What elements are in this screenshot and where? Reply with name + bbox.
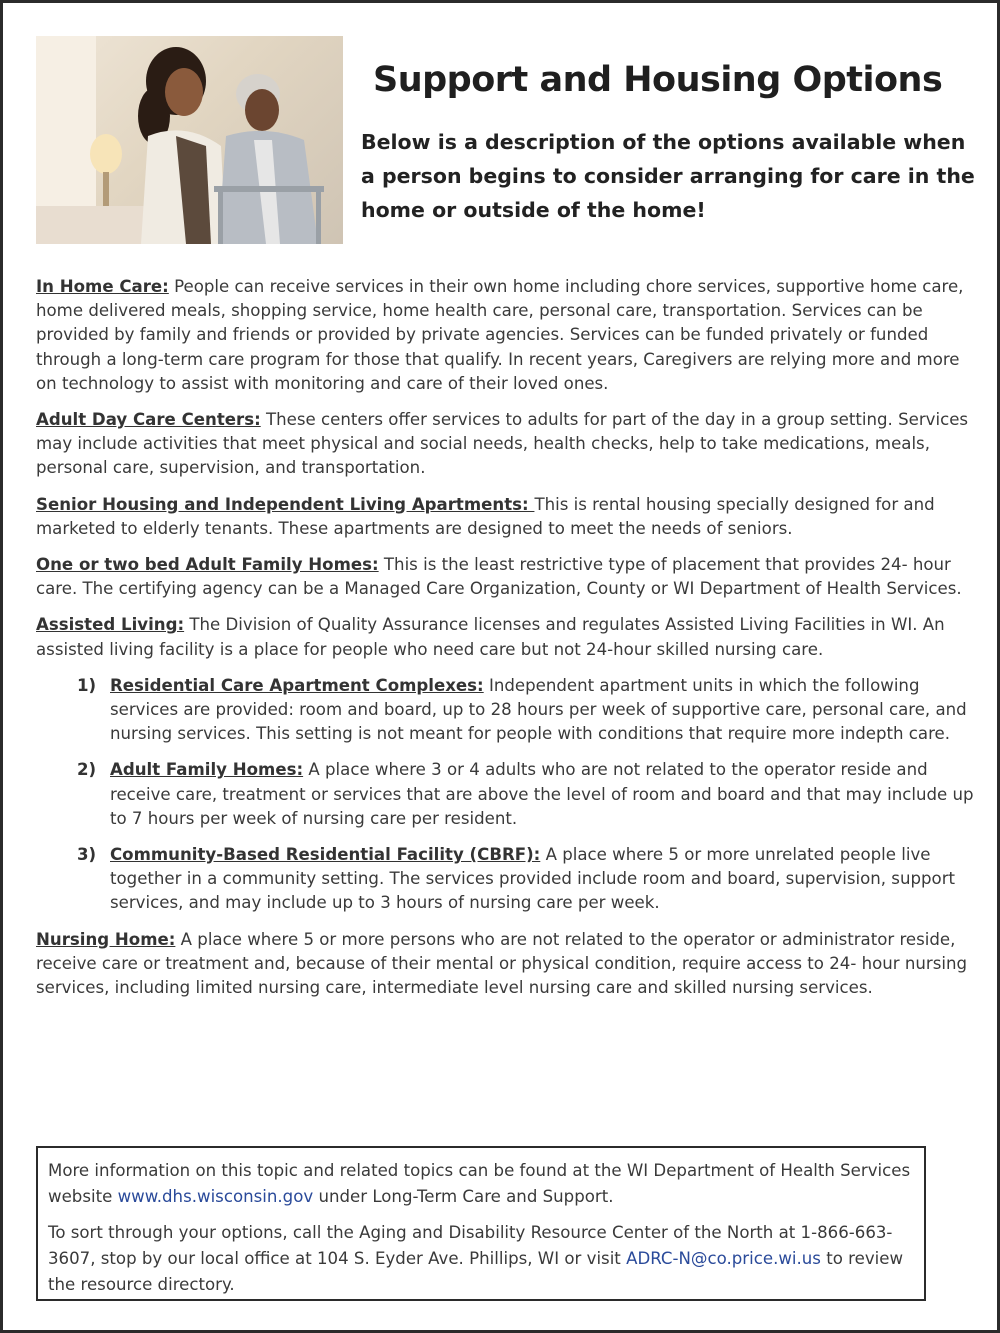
- section-nursing-home: [36, 928, 976, 1001]
- list-term: Community-Based Residential Facility (CBRF):: [110, 845, 541, 865]
- contact-text: [48, 1220, 914, 1298]
- contact-tail: to review the resource directory.: [48, 1249, 904, 1294]
- section-in-home-care: [36, 275, 976, 396]
- list-text: A place where 3 or 4 adults who are not related to the operator reside and receive care, treatment or services that are above the level of room and board and that may include up to 7 hours per week of nursing care per resident.: [110, 760, 974, 828]
- section-term: Adult Day Care Centers:: [36, 410, 261, 430]
- list-item: [36, 758, 976, 831]
- section-adult-family-homes: [36, 553, 976, 601]
- section-term: One or two bed Adult Family Homes:: [36, 555, 379, 575]
- more-info-lead: More information on this topic and related topics can be found at the WI Department of Health Services website: [48, 1161, 911, 1206]
- section-text: These centers offer services to adults for part of the day in a group setting. Services may include activities that meet physical and social needs, health checks, help to take medications, meals, personal care, supervision, and transportation.: [36, 410, 969, 478]
- section-text: People can receive services in their own home including chore services, supportive home care, home delivered meals, shopping service, home health care, personal care, transportation. Services can be provided by family and friends or provided by private agencies. Services can be funded privately or funded through a long-term care program for those that qualify. In recent years, Caregivers are relying more and more on technology to assist with monitoring and care of their loved ones.: [36, 277, 964, 393]
- section-text: This is rental housing specially designed for and marketed to elderly tenants. These apartments are designed to meet the needs of seniors.: [36, 494, 935, 538]
- options-content: [36, 275, 976, 1012]
- list-text: Independent apartment units in which the following services are provided: room and board, up to 28 hours per week of supportive care, personal care, and nursing services. This setting is not meant for people with conditions that require more indepth care.: [110, 675, 967, 744]
- more-info-tail: under Long-Term Care and Support.: [313, 1187, 614, 1206]
- intro-text: Below is a description of the options available when a person begins to consider arranging for care in the home or outside of the home!: [361, 130, 975, 222]
- assisted-living-list: [36, 674, 976, 916]
- dhs-website-link[interactable]: www.dhs.wisconsin.gov: [117, 1187, 314, 1206]
- list-number: 1): [77, 675, 97, 695]
- section-adult-day-care: [36, 408, 976, 481]
- list-term: Adult Family Homes:: [110, 760, 304, 780]
- contact-lead: To sort through your options, call the Aging and Disability Resource Center of the North at 1-866-663-3607, stop by our local office at 104 S. Eyder Ave. Phillips, WI or visit: [48, 1223, 893, 1268]
- section-term: In Home Care:: [36, 277, 169, 296]
- list-term: Residential Care Apartment Complexes:: [110, 675, 484, 695]
- section-term: Assisted Living:: [36, 615, 185, 635]
- section-term: Nursing Home:: [36, 929, 176, 949]
- list-item: [36, 843, 976, 916]
- more-info-box: [36, 1146, 926, 1301]
- section-text: A place where 5 or more persons who are not related to the operator or administrator reside, receive care or treatment and, because of their mental or physical condition, require access to 24- hour nursing services, including limited nursing care, intermediate level nursing care and skilled nursing services.: [36, 929, 968, 998]
- more-info-text: [48, 1158, 914, 1210]
- section-text: The Division of Quality Assurance licenses and regulates Assisted Living Facilities in WI. An assisted living facility is a place for people who need care but not 24-hour skilled nursing care.: [36, 615, 945, 659]
- section-text: This is the least restrictive type of placement that provides 24- hour care. The certifying agency can be a Managed Care Organization, County or WI Department of Health Services.: [36, 555, 962, 599]
- list-number: 2): [77, 760, 97, 780]
- caregiver-photo: [36, 36, 343, 244]
- section-senior-housing: [36, 493, 976, 541]
- list-item: [36, 674, 976, 747]
- list-text: A place where 5 or more unrelated people live together in a community setting. The services provided include room and board, supervision, support services, and may include up to 3 hours of nursing care per week.: [110, 845, 956, 913]
- page-title: Support and Housing Options: [373, 60, 943, 100]
- list-number: 3): [77, 845, 97, 865]
- adrc-email-link[interactable]: ADRC-N@co.price.wi.us: [626, 1249, 821, 1268]
- caregiver-photo-illustration: [36, 36, 343, 244]
- section-assisted-living: [36, 613, 976, 661]
- section-term: Senior Housing and Independent Living Apartments:: [36, 494, 535, 514]
